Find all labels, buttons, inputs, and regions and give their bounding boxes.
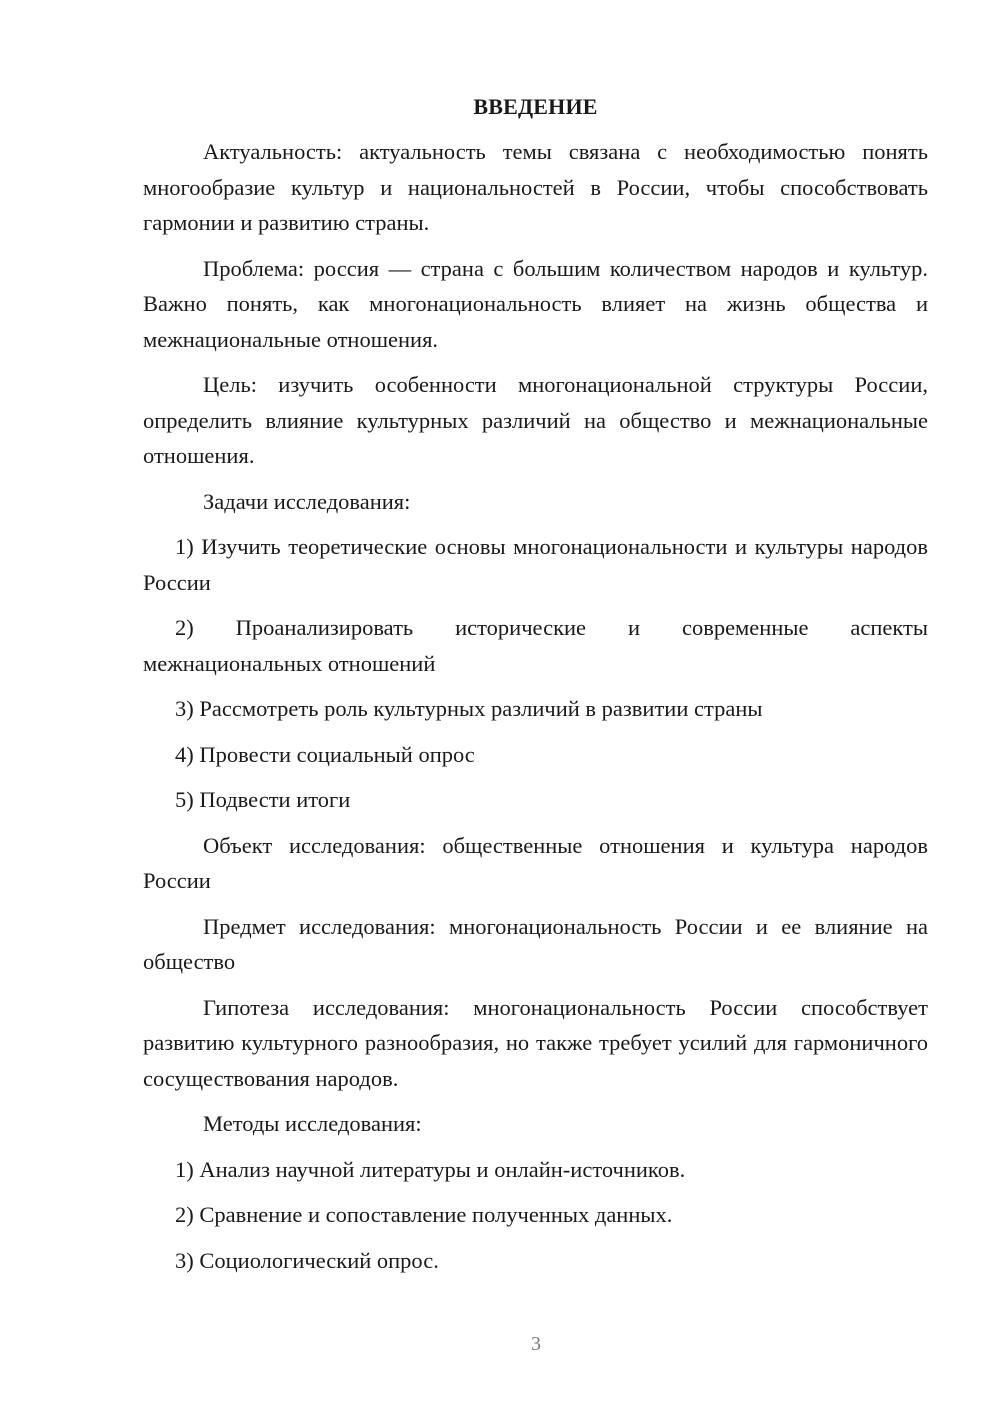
method-item: 3) Социологический опрос. (175, 1247, 439, 1273)
method-item: 2) Сравнение и сопоставление полученных данных. (175, 1202, 673, 1227)
page-number: 3 (531, 1333, 541, 1355)
tasks-title: Задачи исследования: (203, 488, 411, 514)
section-heading: ВВЕДЕНИЕ (473, 94, 598, 119)
problem-paragraph: Проблема: россия — страна с большим количеством народов и культур. Важно понять, как многонациональность влияет на жизнь общества и межнациональные отношения. (143, 255, 928, 352)
task-item: 3) Рассмотреть роль культурных различий в развитии страны (175, 696, 763, 721)
task-item: 2) Проанализировать исторические и современные аспекты межнациональных отношений (143, 615, 928, 676)
task-item: 4) Провести социальный опрос (175, 741, 475, 767)
methods-title: Методы исследования: (203, 1111, 422, 1136)
relevance-paragraph: Актуальность: актуальность темы связана с необходимостью понять многообразие культур и национальностей в России, чтобы способствовать гармонии и развитию страны. (143, 139, 928, 235)
hypothesis-paragraph: Гипотеза исследования: многонациональность России способствует развитию культурного разнообразия, но также требует усилий для гармоничного сосуществования народов. (143, 994, 928, 1091)
page-content (143, 94, 928, 1288)
task-item: 1) Изучить теоретические основы многонациональности и культуры народов России (143, 534, 928, 595)
goal-paragraph: Цель: изучить особенности многонациональной структуры России, определить влияние культурных различий на общество и межнациональные отношения. (143, 372, 928, 468)
method-item: 1) Анализ научной литературы и онлайн-источников. (175, 1156, 686, 1182)
subject-paragraph: Предмет исследования: многонациональность России и ее влияние на общество (143, 913, 928, 974)
task-item: 5) Подвести итоги (175, 787, 351, 812)
object-paragraph: Объект исследования: общественные отношения и культура народов России (143, 832, 928, 893)
